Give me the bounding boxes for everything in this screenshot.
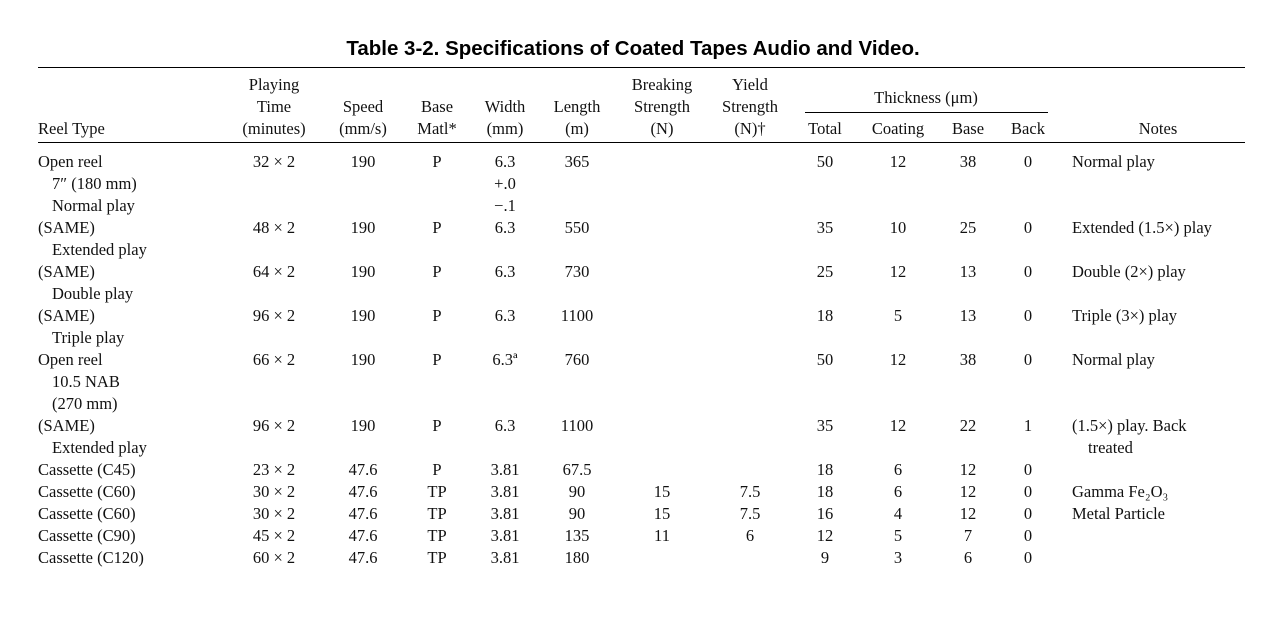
cell-base: 13 [959,306,977,325]
cell-width: 6.3 [494,416,516,435]
cell-coating: 12 [889,152,907,171]
cell-break: 15 [653,504,671,523]
cell-length: 550 [564,218,590,237]
cell-total: 25 [816,262,834,281]
cell-total: 12 [816,526,834,545]
cell-base: 12 [959,482,977,501]
cell-base: 38 [959,152,977,171]
cell-matl: P [432,350,442,369]
cell-notes: treated [1088,438,1133,457]
reel-type-cell: Extended play [52,240,147,259]
cell-break: 11 [654,526,670,545]
cell-speed: 190 [350,218,376,237]
cell-base: 13 [959,262,977,281]
cell-width: 6.3 [494,152,516,171]
reel-type-cell: Extended play [52,438,147,457]
cell-length: 67.5 [562,460,592,479]
header-speed: Speed [342,97,384,116]
header-reel-type: Reel Type [38,119,105,138]
thickness-group-rule [805,112,1048,113]
cell-back: 0 [1023,460,1033,479]
cell-matl: TP [427,526,447,545]
header-yield: (N)† [734,119,766,138]
header-width: (mm) [486,119,524,138]
cell-speed: 190 [350,152,376,171]
cell-matl: P [432,218,442,237]
cell-length: 90 [568,482,586,501]
cell-speed: 190 [350,306,376,325]
cell-back: 0 [1023,152,1033,171]
cell-width: −.1 [494,196,516,215]
cell-base: 6 [963,548,973,567]
header-yield: Yield [732,75,768,94]
cell-base: 22 [959,416,977,435]
cell-time: 96 × 2 [252,306,296,325]
cell-time: 23 × 2 [252,460,296,479]
cell-back: 0 [1023,218,1033,237]
cell-notes: Metal Particle [1072,504,1166,523]
reel-type-cell: Normal play [52,196,135,215]
cell-total: 18 [816,482,834,501]
reel-type-cell: 10.5 NAB [52,372,120,391]
cell-break: 15 [653,482,671,501]
cell-time: 60 × 2 [252,548,296,567]
cell-width: 3.81 [490,504,520,523]
reel-type-cell: Cassette (C60) [38,504,136,523]
cell-time: 32 × 2 [252,152,296,171]
cell-width: 6.3 [494,262,516,281]
reel-type-cell: Open reel [38,350,103,369]
reel-type-cell: (SAME) [38,416,95,435]
header-breaking: Breaking [631,75,693,94]
cell-speed: 190 [350,350,376,369]
cell-total: 18 [816,306,834,325]
header-width: Width [484,97,526,116]
cell-base: 38 [959,350,977,369]
cell-width: 6.3ª [492,350,518,369]
header-back: Back [1011,119,1045,138]
cell-length: 90 [568,504,586,523]
cell-width: +.0 [494,174,516,193]
cell-coating: 4 [893,504,903,523]
cell-coating: 5 [893,526,903,545]
reel-type-cell: (SAME) [38,262,95,281]
cell-coating: 3 [893,548,903,567]
reel-type-cell: (SAME) [38,218,95,237]
reel-type-cell: Open reel [38,152,103,171]
cell-length: 135 [564,526,590,545]
cell-length: 365 [564,152,590,171]
header-playing-time: Time [256,97,292,116]
cell-total: 35 [816,218,834,237]
cell-time: 96 × 2 [252,416,296,435]
cell-width: 3.81 [490,548,520,567]
cell-width: 6.3 [494,306,516,325]
cell-length: 730 [564,262,590,281]
cell-matl: TP [427,504,447,523]
table-title: Table 3-2. Specifications of Coated Tapes Audio and Video. [346,37,920,60]
cell-matl: P [432,262,442,281]
cell-back: 0 [1023,262,1033,281]
cell-width: 3.81 [490,460,520,479]
reel-type-cell: Cassette (C120) [38,548,144,567]
cell-width: 6.3 [494,218,516,237]
cell-matl: P [432,460,442,479]
cell-length: 760 [564,350,590,369]
cell-width: 3.81 [490,482,520,501]
cell-back: 1 [1023,416,1033,435]
header-playing-time: Playing [248,75,300,94]
cell-notes: Extended (1.5×) play [1072,218,1212,237]
cell-notes: Gamma Fe₂O₃ [1072,482,1169,501]
cell-notes: Double (2×) play [1072,262,1186,281]
cell-back: 0 [1023,504,1033,523]
cell-length: 1100 [560,306,594,325]
cell-back: 0 [1023,306,1033,325]
cell-coating: 6 [893,460,903,479]
header-coating: Coating [871,119,925,138]
cell-coating: 12 [889,416,907,435]
cell-speed: 47.6 [348,482,378,501]
cell-total: 50 [816,152,834,171]
cell-length: 180 [564,548,590,567]
header-total: Total [808,119,842,138]
cell-base: 25 [959,218,977,237]
cell-coating: 12 [889,262,907,281]
cell-time: 30 × 2 [252,504,296,523]
cell-width: 3.81 [490,526,520,545]
header-base-matl: Matl* [417,119,457,138]
cell-back: 0 [1023,350,1033,369]
cell-coating: 5 [893,306,903,325]
reel-type-cell: (SAME) [38,306,95,325]
reel-type-cell: Cassette (C90) [38,526,136,545]
header-thickness-group: Thickness (μm) [874,88,978,107]
cell-total: 50 [816,350,834,369]
reel-type-cell: Cassette (C45) [38,460,136,479]
cell-time: 45 × 2 [252,526,296,545]
cell-yield: 6 [745,526,755,545]
header-notes: Notes [1138,119,1178,138]
cell-speed: 190 [350,416,376,435]
cell-yield: 7.5 [739,504,761,523]
reel-type-cell: (270 mm) [52,394,118,413]
cell-base: 12 [959,460,977,479]
reel-type-cell: Triple play [52,328,125,347]
cell-base: 7 [963,526,973,545]
cell-coating: 12 [889,350,907,369]
cell-total: 9 [820,548,830,567]
reel-type-cell: 7″ (180 mm) [52,174,137,193]
cell-notes: (1.5×) play. Back [1072,416,1187,435]
header-length: (m) [565,119,589,138]
header-base-matl: Base [420,97,454,116]
reel-type-cell: Double play [52,284,134,303]
cell-time: 30 × 2 [252,482,296,501]
cell-back: 0 [1023,482,1033,501]
header-rule [38,142,1245,143]
cell-length: 1100 [560,416,594,435]
cell-base: 12 [959,504,977,523]
header-length: Length [553,97,601,116]
cell-time: 48 × 2 [252,218,296,237]
header-breaking: (N) [650,119,674,138]
cell-total: 16 [816,504,834,523]
cell-speed: 47.6 [348,548,378,567]
cell-speed: 47.6 [348,504,378,523]
cell-matl: P [432,416,442,435]
cell-matl: P [432,152,442,171]
header-speed: (mm/s) [339,119,387,138]
cell-total: 18 [816,460,834,479]
header-base: Base [951,119,985,138]
reel-type-cell: Cassette (C60) [38,482,136,501]
cell-back: 0 [1023,548,1033,567]
cell-matl: TP [427,548,447,567]
cell-time: 66 × 2 [252,350,296,369]
header-yield: Strength [722,97,778,116]
cell-speed: 47.6 [348,526,378,545]
cell-yield: 7.5 [739,482,761,501]
cell-back: 0 [1023,526,1033,545]
cell-notes: Normal play [1072,350,1155,369]
cell-speed: 47.6 [348,460,378,479]
cell-total: 35 [816,416,834,435]
header-breaking: Strength [634,97,690,116]
cell-matl: P [432,306,442,325]
cell-notes: Triple (3×) play [1072,306,1177,325]
cell-notes: Normal play [1072,152,1155,171]
cell-speed: 190 [350,262,376,281]
header-playing-time: (minutes) [242,119,306,138]
top-rule [38,67,1245,68]
cell-coating: 6 [893,482,903,501]
cell-matl: TP [427,482,447,501]
cell-coating: 10 [889,218,907,237]
cell-time: 64 × 2 [252,262,296,281]
